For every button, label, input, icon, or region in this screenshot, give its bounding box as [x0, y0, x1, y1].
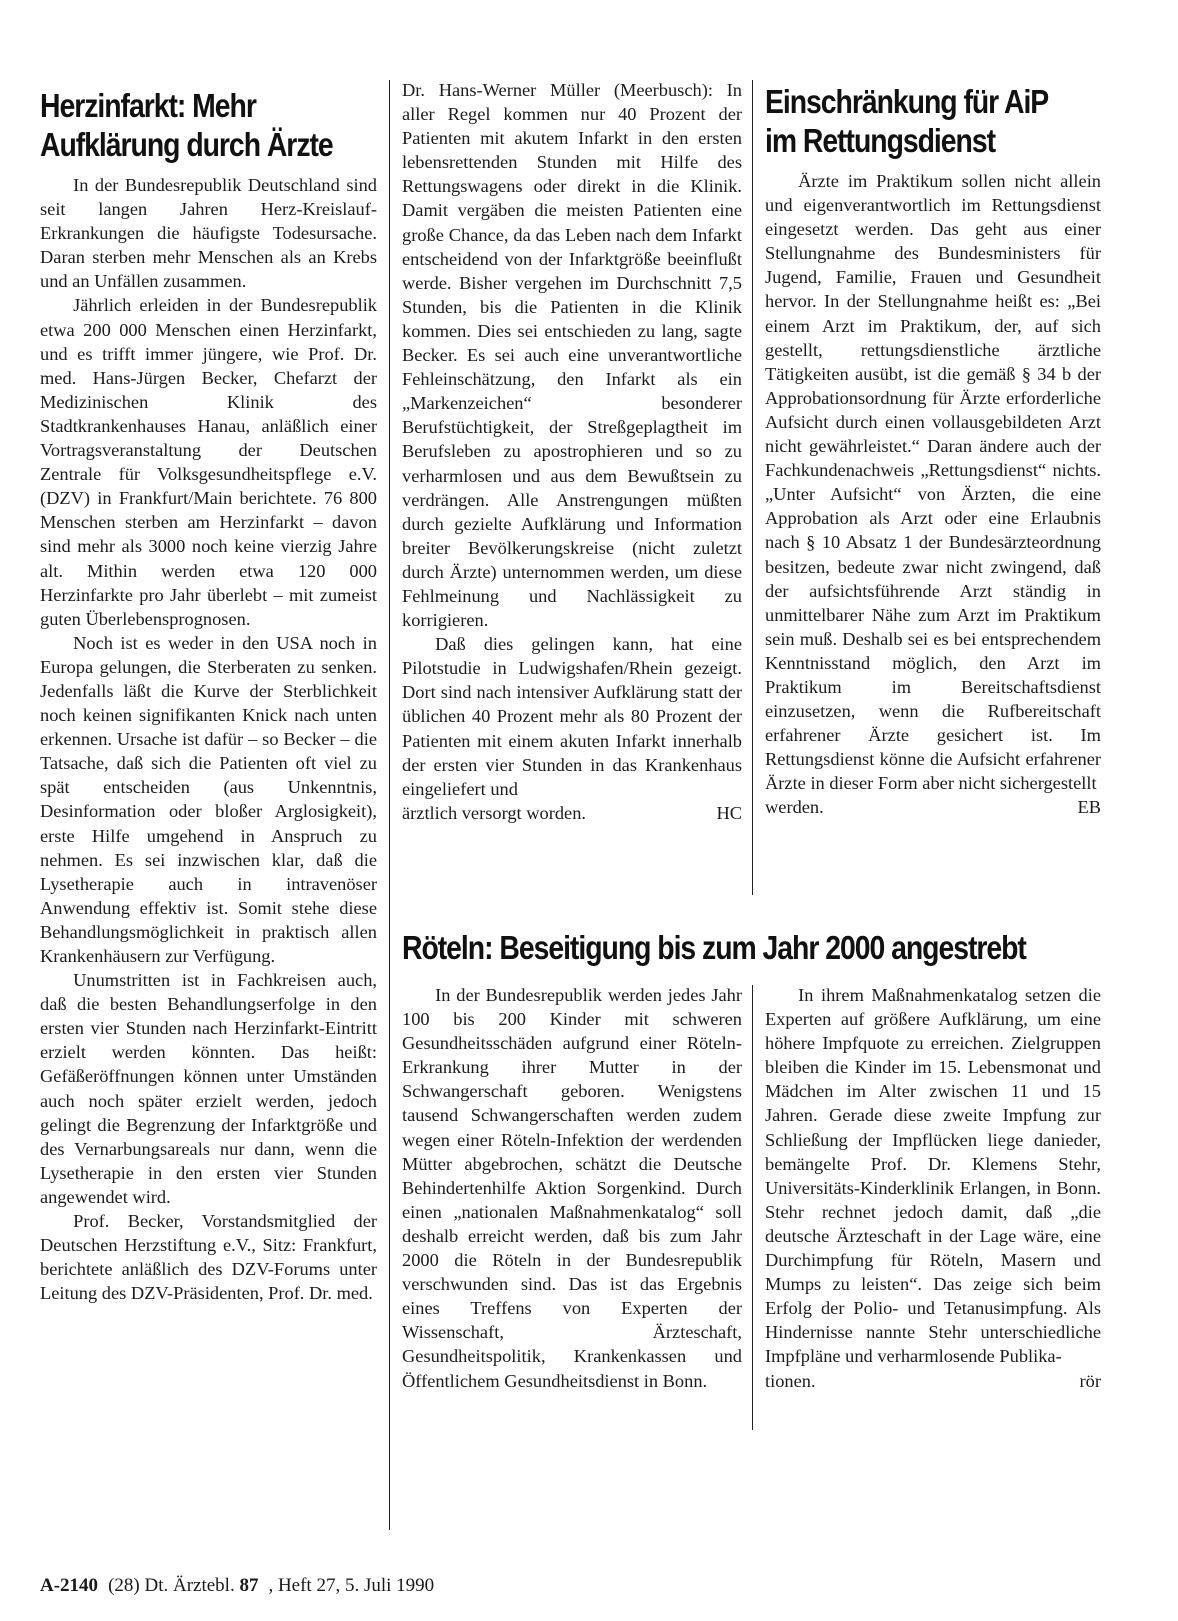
- article-roeteln-col-left: [402, 983, 742, 1393]
- article-herzinfarkt-col1: [40, 173, 377, 1305]
- author-initials: EB: [1077, 797, 1101, 818]
- author-initials: HC: [716, 802, 742, 823]
- article-roeteln-col-right: [765, 983, 1101, 1393]
- paragraph: In der Bundesrepublik Deutschland sind seit langen Jahren Herz-Kreislauf-Erkrankungen die häufigste Todesursache. Daran sterben mehr Menschen als an Krebs und an Unfällen zusammen.: [40, 175, 377, 292]
- paragraph: Prof. Becker, Vorstandsmitglied der Deutschen Herzstiftung e.V., Sitz: Frankfurt, berichtete anläßlich des DZV-Forums unter Leitung des DZV-Präsidenten, Prof. Dr. med.: [40, 1211, 377, 1304]
- tail-text: tionen.: [765, 1370, 816, 1391]
- column-rule: [752, 80, 753, 895]
- headline-aip-line2: im Rettungsdienst: [765, 122, 996, 159]
- page-code: A-2140: [40, 1575, 99, 1596]
- paragraph-end: [765, 795, 1101, 819]
- tail-text: ärztlich versorgt worden.: [402, 802, 587, 823]
- paragraph: Daß dies gelingen kann, hat eine Pilotstudie in Ludwigshafen/Rhein gezeigt. Dort sind nach intensiver Aufklärung statt der üblichen 40 Prozent mehr als 80 Prozent der Patienten mit einem akuten Infarkt innerhalb der ersten vier Stunden in das Krankenhaus eingeliefert und: [402, 634, 742, 799]
- volume-number: 87: [239, 1575, 259, 1596]
- column-rule: [752, 985, 753, 1430]
- paragraph: Dr. Hans-Werner Müller (Meerbusch): In aller Regel kommen nur 40 Prozent der Patienten mit akutem Infarkt in den ersten lebensrettenden Stunden mit Hilfe des Rettungswagens oder direkt in die Klinik. Damit vergäben die meisten Patienten eine große Chance, da das Leben nach dem Infarkt entscheidend von der Infarktgröße beeinflußt werde. Bisher vergehen im Durchschnitt 7,5 Stunden, bis die Patienten in die Klinik kommen. Dies sei entschieden zu lang, sagte Becker. Es sei auch eine unverantwortliche Fehleinschätzung, den Infarkt als ein „Markenzeichen“ besonderer Berufstüchtigkeit, der Streßgeplagtheit im Berufsleben zu apostrophieren und so zu verharmlosen und aus dem Bewußtsein zu verdrängen. Alle Anstrengungen müßten durch gezielte Aufklärung und Information breiter Bevölkerungskreise (nicht zuletzt durch Ärzte) unternommen werden, um diese Fehlmeinung und Nachlässigkeit zu korrigieren.: [402, 80, 742, 631]
- paragraph: Unumstritten ist in Fachkreisen auch, daß die besten Behandlungserfolge in den ersten vier Stunden nach Herzinfarkt-Eintritt erzielt werden könnten. Das heißt: Gefäßeröffnungen können unter Umständen auch noch später erzielt werden, jedoch gelingt die Begrenzung der Infarktgröße und des Vernarbungsareals nur dann, wenn die Lysetherapie in den ersten vier Stunden angewendet wird.: [40, 970, 377, 1207]
- paragraph: In ihrem Maßnahmenkatalog setzen die Experten auf größere Aufklärung, um eine höhere Impfquote zu erreichen. Zielgruppen bleiben die Kinder im 15. Lebensmonat und Mädchen im Alter zwischen 11 und 15 Jahren. Gerade diese zweite Impfung zur Schließung der Impflücken liege danieder, bemängelte Prof. Dr. Klemens Stehr, Universitäts-Kinderklinik Erlangen, in Bonn. Stehr rechnet jedoch damit, daß „die deutsche Ärzteschaft in der Lage wäre, eine Durchimpfung für Röteln, Masern und Mumps zu leisten“. Das zeige sich beim Erfolg der Polio- und Tetanusimpfung. Als Hindernisse nannte Stehr unterschiedliche Impfpläne und verharmlosende Publika-: [765, 985, 1101, 1367]
- author-initials: rör: [1079, 1370, 1101, 1391]
- headline-roeteln: Röteln: Beseitigung bis zum Jahr 2000 angestrebt: [402, 929, 1026, 966]
- paragraph-end: [765, 1369, 1101, 1393]
- citation-text: (28) Dt. Ärztebl.: [108, 1575, 235, 1596]
- article-herzinfarkt-col2: [402, 78, 742, 825]
- paragraph: Jährlich erleiden in der Bundesrepublik etwa 200 000 Menschen einen Herzinfarkt, und es trifft immer jüngere, wie Prof. Dr. med. Hans-Jürgen Becker, Chefarzt der Medizinischen Klinik des Stadtkrankenhauses Hanau, anläßlich einer Vortragsveranstaltung der Deutschen Zentrale für Volksgesundheitspflege e.V. (DZV) in Frankfurt/Main berichtete. 76 800 Menschen sterben am Herzinfarkt – davon sind mehr als 3000 noch keine vierzig Jahre alt. Mithin werden etwa 120 000 Herzinfarkte pro Jahr überlebt – mit zumeist guten Überlebensprognosen.: [40, 295, 377, 629]
- paragraph: Noch ist es weder in den USA noch in Europa gelungen, die Sterberaten zu senken. Jedenfalls läßt die Kurve der Sterblichkeit noch keinen signifikanten Knick nach unten erkennen. Ursache ist dafür – so Becker – die Tatsache, daß sich die Patienten oft viel zu spät entscheiden (aus Unkenntnis, Desinformation oder bloßer Arglosigkeit), erste Hilfe umgehend in Anspruch zu nehmen. Es sei inzwischen klar, daß die Lysetherapie auch in intravenöser Anwendung effektiv ist. Somit stehe diese Behandlungsmöglichkeit in praktisch allen Krankenhäusern zur Verfügung.: [40, 632, 377, 966]
- article-aip-body: [765, 169, 1101, 820]
- tail-text: werden.: [765, 797, 824, 818]
- paragraph: In der Bundesrepublik werden jedes Jahr 100 bis 200 Kinder mit schweren Gesundheitsschäden aufgrund einer Röteln-Erkrankung ihrer Mutter in der Schwangerschaft geboren. Wenigstens tausend Schwangerschaften werden zudem wegen einer Röteln-Infektion der werdenden Mütter abgebrochen, schätzt die Deutsche Behindertenhilfe Aktion Sorgenkind. Durch einen „nationalen Maßnahmenkatalog“ soll deshalb erreicht werden, daß bis zum Jahr 2000 die Röteln in der Bundesrepublik verschwunden sind. Das ist das Ergebnis eines Treffens von Experten der Wissenschaft, Ärzteschaft, Gesundheitspolitik, Krankenkassen und Öffentlichem Gesundheitsdienst in Bonn.: [402, 985, 742, 1391]
- headline-herzinfarkt-line1: Herzinfarkt: Mehr: [40, 87, 256, 124]
- citation-details: , Heft 27, 5. Juli 1990: [268, 1575, 435, 1596]
- headline-aip-line1: Einschränkung für AiP: [765, 83, 1049, 120]
- paragraph-end: [402, 801, 742, 825]
- paragraph: Ärzte im Praktikum sollen nicht allein und eigenverantwortlich im Rettungsdienst eingesetzt werden. Das geht aus einer Stellungnahme des Bundesministers für Jugend, Familie, Frauen und Gesundheit hervor. In der Stellungnahme heißt es: „Bei einem Arzt im Praktikum, der, auf sich gestellt, rettungsdienstliche ärztliche Tätigkeiten ausübt, ist die gemäß § 34 b der Approbationsordnung für Ärzte erforderliche Aufsicht durch einen vollausgebildeten Arzt nicht gewährleistet.“ Daran ändere auch der Fachkundenachweis „Rettungsdienst“ nichts. „Unter Aufsicht“ von Ärzten, die eine Approbation als Arzt oder eine Erlaubnis nach § 10 Absatz 1 der Bundesärzteordnung besitzen, bedeute zwar nicht zwingend, daß der aufsichtsführende Arzt ständig in unmittelbarer Nähe zum Arzt im Praktikum sein muß. Deshalb sei es bei entsprechendem Kenntnisstand möglich, den Arzt im Praktikum im Bereitschaftsdienst einzusetzen, wenn die Rufbereitschaft erfahrener Ärzte gesichert ist. Im Rettungsdienst könne die Aufsicht erfahrener Ärzte in dieser Form aber nicht sichergestellt: [765, 171, 1101, 794]
- headline-herzinfarkt-line2: Aufklärung durch Ärzte: [40, 126, 333, 163]
- page-footer: [40, 1575, 434, 1597]
- column-rule: [389, 80, 390, 1530]
